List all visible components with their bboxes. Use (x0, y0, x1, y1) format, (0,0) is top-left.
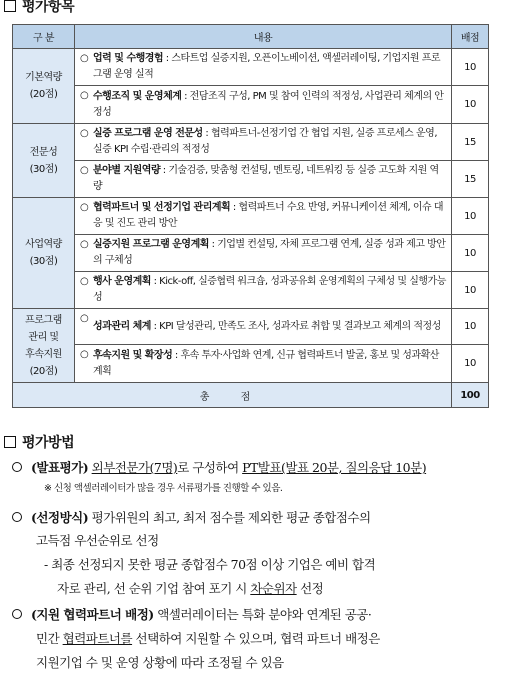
bullet-circle-icon: ○ (80, 53, 89, 64)
header-points: 배점 (452, 25, 489, 49)
method-heading: (발표평가) (31, 460, 89, 475)
item-description: : Kick-off, 실증협력 워크숍, 성과공유회 운영계획의 구체성 및 실행가능성 (93, 276, 446, 303)
bullet-circle-icon: ○ (80, 202, 89, 213)
table-row (13, 124, 489, 161)
category-label: 프로그램 (25, 314, 62, 326)
item-points: 10 (452, 272, 489, 309)
category-label: 관리 및 (28, 331, 59, 343)
category-label: 전문성 (29, 146, 58, 158)
circle-bullet-icon (12, 462, 22, 472)
method-text: 선정 (296, 581, 324, 596)
item-description: : 기업별 컨설팅, 자체 프로그램 연계, 실증 성과 제고 방안의 구체성 (93, 239, 446, 266)
checkbox-square-icon (4, 436, 16, 448)
item-heading: 협력파트너 및 선정기업 관리계획 (93, 202, 231, 213)
method-text-underlined: 외부전문가(7명) (91, 460, 178, 475)
item-heading: 후속지원 및 확장성 (93, 349, 173, 361)
table-row (13, 272, 489, 309)
bullet-circle-icon: ○ (80, 276, 89, 287)
item-content (75, 235, 452, 272)
method-text-underlined: 협력파트너를 (62, 631, 133, 646)
section-title-text: 평가항목 (22, 0, 75, 15)
method-selection (12, 508, 519, 526)
method-text-line: 지원기업 수 및 운영 상황에 따라 조정될 수 있음 (36, 655, 284, 670)
item-content (75, 309, 452, 345)
category-expertise (13, 124, 75, 198)
category-score: (30점) (29, 163, 58, 175)
table-row (13, 309, 489, 345)
category-label: 기본역량 (25, 72, 62, 83)
table-row (13, 345, 489, 383)
checkbox-square-icon (4, 0, 16, 12)
total-points: 100 (452, 383, 489, 408)
category-program-management (13, 309, 75, 383)
category-basic-capability (13, 49, 75, 124)
category-label: 사업역량 (25, 239, 62, 250)
method-note: ※ 신청 액셀러레이터가 많을 경우 서류평가를 진행할 수 있음. (44, 483, 283, 494)
circle-bullet-icon (12, 609, 22, 619)
table-row (13, 161, 489, 198)
table-row (13, 198, 489, 235)
method-text: 액셀러레이터는 특화 분야와 연계된 공공· (153, 607, 372, 622)
bullet-circle-icon: ○ (80, 239, 89, 250)
item-content (75, 49, 452, 86)
item-content (75, 272, 452, 309)
item-description: : 협력파트너-선정기업 간 협업 지원, 실증 프로세스 운영, 실증 KPI 수립·관리의 적정성 (93, 128, 438, 155)
method-heading: (지원 협력파트너 배정) (31, 607, 154, 622)
category-business-capability (13, 198, 75, 309)
item-heading: 성과관리 체계 (93, 320, 151, 332)
item-points: 10 (452, 198, 489, 235)
category-label: 후속지원 (25, 348, 62, 360)
item-description: : 기술검증, 맞춤형 컨설팅, 멘토링, 네트워킹 등 실증 고도화 지원 역량 (93, 165, 439, 192)
header-content: 내용 (75, 25, 452, 49)
bullet-circle-icon: ○ (80, 128, 89, 139)
item-description: : 스타트업 실증지원, 오픈이노베이션, 액셀러레이팅, 기업지원 프로그램 운영 실적 (93, 53, 441, 80)
evaluation-table (12, 24, 489, 408)
item-points: 15 (452, 161, 489, 198)
item-content (75, 198, 452, 235)
category-score: (20점) (29, 365, 58, 377)
category-score: (30점) (29, 256, 58, 267)
circle-bullet-icon (12, 512, 22, 522)
item-heading: 실증 프로그램 운영 전문성 (93, 128, 203, 139)
method-text-line (57, 579, 519, 597)
method-text-line: 고득점 우선순위로 선정 (36, 533, 159, 548)
bullet-circle-icon: ○ (80, 313, 89, 324)
item-heading: 분야별 지원역량 (93, 165, 161, 176)
section-title-evaluation-items (4, 0, 74, 16)
method-heading: (선정방식) (31, 510, 89, 525)
item-heading: 행사 운영계획 (93, 276, 151, 287)
item-content (75, 124, 452, 161)
item-content (75, 161, 452, 198)
item-points: 10 (452, 235, 489, 272)
item-content (75, 345, 452, 383)
table-header-row (13, 25, 489, 49)
item-heading: 실증지원 프로그램 운영계획 (93, 239, 209, 250)
method-text-underlined: 차순위자 (250, 581, 297, 596)
bullet-circle-icon: ○ (80, 349, 89, 360)
item-points: 10 (452, 86, 489, 124)
bullet-circle-icon: ○ (80, 90, 89, 101)
item-heading: 업력 및 수행경험 (93, 53, 164, 64)
item-description: : 전담조직 구성, PM 및 참여 인력의 적정성, 사업관리 체계의 안정성 (93, 90, 444, 118)
item-description: : KPI 달성관리, 만족도 조사, 성과자료 취합 및 결과보고 체계의 적정성 (150, 320, 441, 332)
item-description: : 후속 투자·사업화 연계, 신규 협력파트너 발굴, 홍보 및 성과확산 계획 (93, 349, 439, 377)
method-text: 선택하여 지원할 수 있으며, 협력 파트너 배정은 (132, 631, 380, 646)
total-row (13, 383, 489, 408)
section-title-text: 평가방법 (22, 435, 75, 451)
table-row (13, 86, 489, 124)
item-points: 10 (452, 309, 489, 345)
item-points: 10 (452, 345, 489, 383)
item-points: 15 (452, 124, 489, 161)
bullet-circle-icon: ○ (80, 165, 89, 176)
method-text: 자로 관리, 선 순위 기업 참여 포기 시 (57, 581, 251, 596)
method-text: 평가위원의 최고, 최저 점수를 제외한 평균 종합점수의 (88, 510, 371, 525)
total-label: 총 점 (13, 383, 452, 408)
method-presentation (12, 458, 519, 476)
method-text-underlined: PT발표(발표 20분, 질의응답 10분) (242, 460, 427, 475)
method-partner-assignment (12, 605, 519, 623)
item-content (75, 86, 452, 124)
item-heading: 수행조직 및 운영체계 (93, 90, 182, 102)
method-text: 로 구성하여 (177, 460, 243, 475)
item-description: : 협력파트너 수요 반영, 커뮤니케이션 체계, 이슈 대응 및 진도 관리 방안 (93, 202, 444, 229)
table-row (13, 49, 489, 86)
header-category: 구 분 (13, 25, 75, 49)
item-points: 10 (452, 49, 489, 86)
method-text: 민간 (36, 631, 63, 646)
table-row (13, 235, 489, 272)
method-text-line (36, 629, 519, 647)
section-title-evaluation-method (4, 432, 74, 452)
method-text-line: - 최종 선정되지 못한 평균 종합점수 70점 이상 기업은 예비 합격 (44, 557, 376, 572)
category-score: (20점) (29, 89, 58, 100)
